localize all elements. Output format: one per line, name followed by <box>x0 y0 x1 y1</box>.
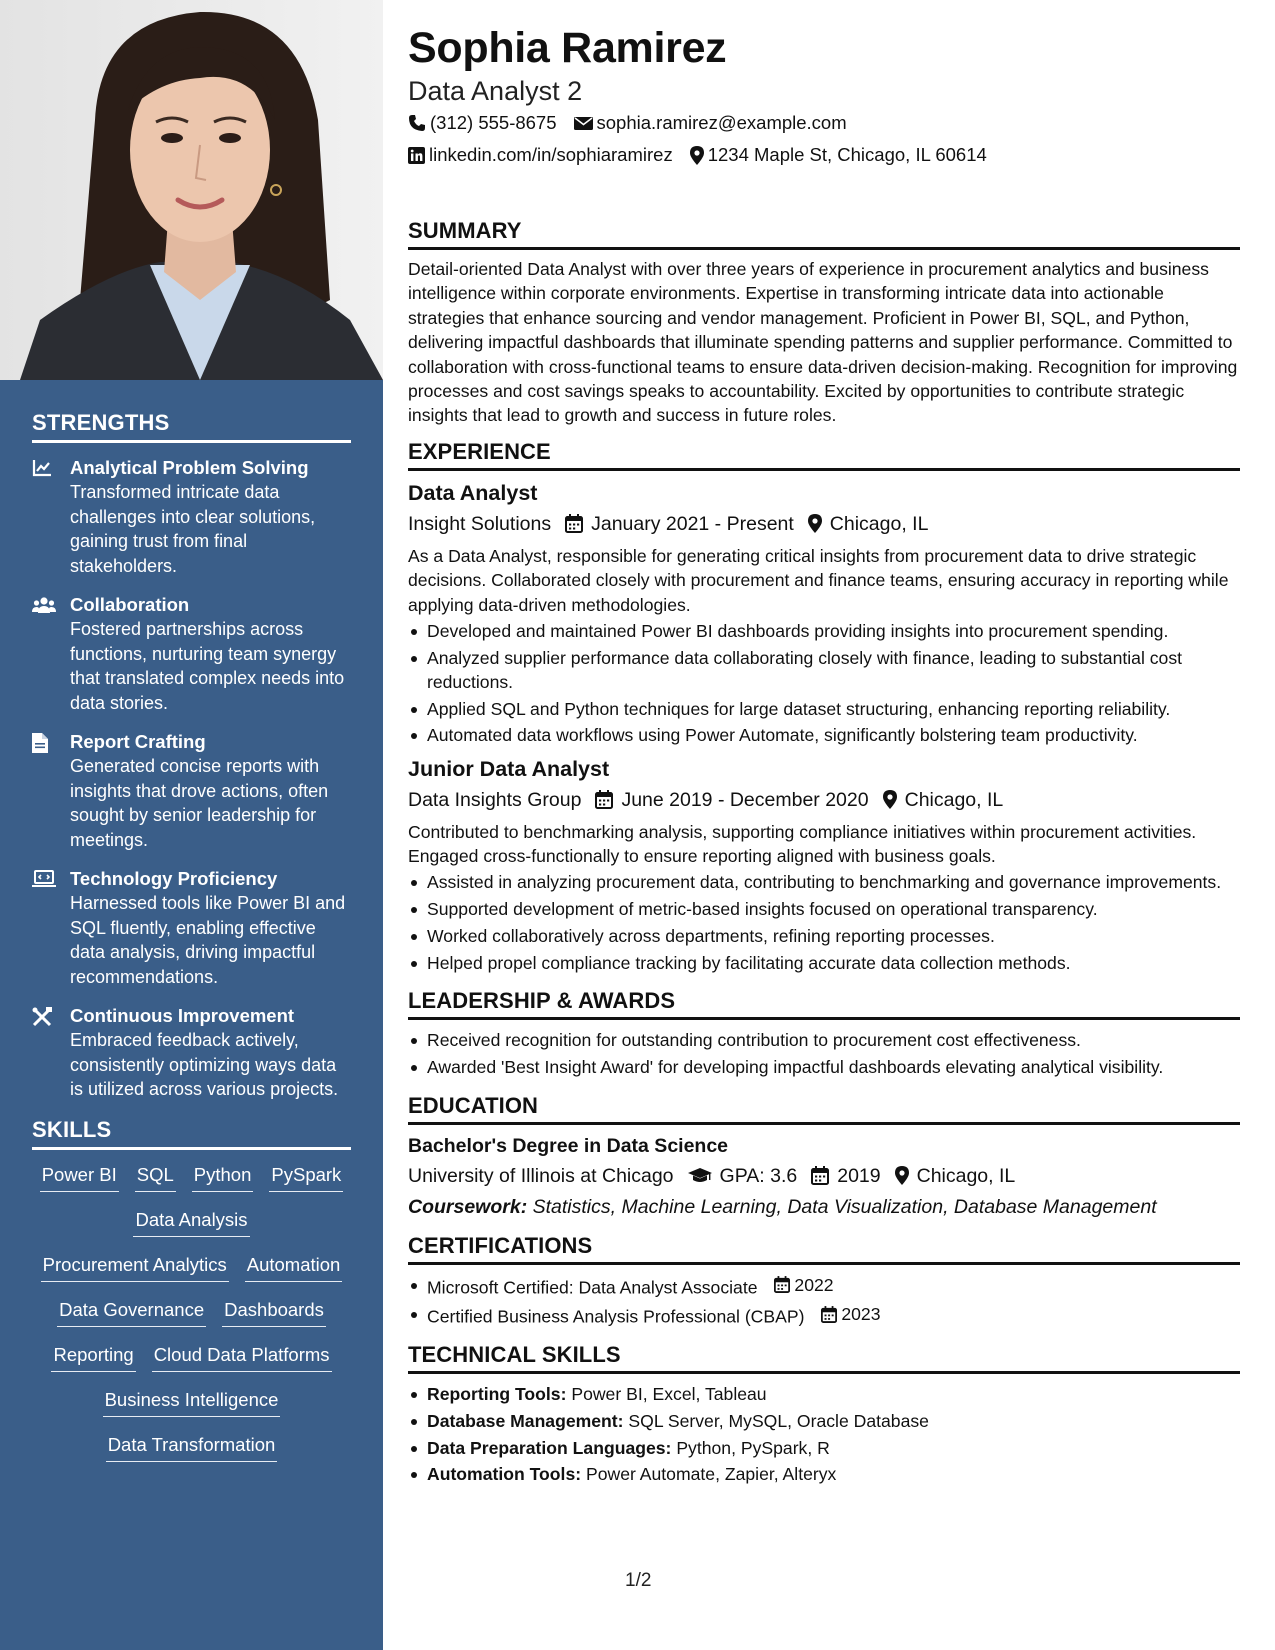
profile-photo <box>0 0 383 380</box>
experience-heading: EXPERIENCE <box>408 439 1240 471</box>
gpa: GPA: 3.6 <box>719 1164 798 1187</box>
award-item: Awarded 'Best Insight Award' for developing impactful dashboards elevating analytical visibility. <box>408 1055 1240 1079</box>
laptop-code-icon <box>32 867 70 989</box>
job-bullet: Assisted in analyzing procurement data, contributing to benchmarking and governance improvements. <box>408 870 1240 894</box>
certification-item <box>408 1273 1240 1300</box>
degree: Bachelor's Degree in Data Science <box>408 1134 729 1157</box>
company-name: Insight Solutions <box>408 512 552 535</box>
education-heading: EDUCATION <box>408 1093 1240 1125</box>
calendar-icon <box>595 790 613 809</box>
technical-skill-label: Reporting Tools: <box>427 1384 567 1405</box>
summary-text: Detail-oriented Data Analyst with over three years of experience in procurement analytics and business intelligence within corporate environments. Expertise in transforming intricate data into actionable strategies that enhance sourcing and vendor management. Proficient in Power BI, SQL, and Python, delivering impactful dashboards that illuminate spending patterns and supplier performance. Committed to collaboration with cross-functional teams to ensure data-driven decision-making. Recognition for improving processes and cost savings speaks to accountability. Excited by opportunities to contribute strategic insights that lead to growth and success in future roles. <box>408 259 1238 426</box>
calendar-icon <box>565 514 583 533</box>
map-marker-icon <box>808 514 822 533</box>
map-marker-icon <box>690 146 704 165</box>
certification-item <box>408 1302 1240 1329</box>
contact-line-1 <box>408 112 864 134</box>
calendar-icon <box>811 1166 829 1185</box>
coursework-label: Coursework: <box>408 1195 528 1218</box>
phone-number[interactable]: (312) 555-8675 <box>430 112 557 133</box>
technical-skill-item <box>408 1409 1240 1433</box>
candidate-name: Sophia Ramirez <box>408 24 727 72</box>
linkedin-link[interactable]: linkedin.com/in/sophiaramirez <box>429 144 673 165</box>
leadership-heading: LEADERSHIP & AWARDS <box>408 988 1240 1020</box>
skill-tag: Business Intelligence <box>103 1387 281 1417</box>
technical-skill-value: Power BI, Excel, Tableau <box>571 1384 767 1405</box>
technical-skill-item <box>408 1436 1240 1460</box>
contact-line-2 <box>408 144 1004 166</box>
file-icon <box>32 730 70 852</box>
map-marker-icon <box>883 790 897 809</box>
job-location: Chicago, IL <box>829 512 929 535</box>
email-link[interactable]: sophia.ramirez@example.com <box>596 112 847 133</box>
coursework <box>408 1192 1240 1222</box>
chart-line-icon <box>32 456 70 578</box>
skill-tag: Data Analysis <box>133 1207 249 1237</box>
strength-title: Report Crafting <box>70 731 206 752</box>
strength-item <box>32 730 351 852</box>
strength-title: Collaboration <box>70 594 190 615</box>
skill-tag: PySpark <box>269 1162 343 1192</box>
strength-item <box>32 867 351 989</box>
skill-tag: Cloud Data Platforms <box>152 1342 332 1372</box>
strength-description: Transformed intricate data challenges into clear solutions, gaining trust from final stakeholders. <box>70 482 316 576</box>
job-bullet: Supported development of metric-based insights focused on operational transparency. <box>408 897 1240 921</box>
school-location: Chicago, IL <box>916 1164 1016 1187</box>
calendar-icon <box>821 1306 837 1323</box>
skill-tag: Reporting <box>51 1342 135 1372</box>
job-title: Data Analyst 2 <box>408 76 583 106</box>
skill-tag: Automation <box>245 1252 343 1282</box>
strength-title: Continuous Improvement <box>70 1005 295 1026</box>
tools-icon <box>32 1004 70 1102</box>
position-title: Junior Data Analyst <box>408 756 610 781</box>
calendar-icon <box>774 1276 790 1293</box>
certification-name: Microsoft Certified: Data Analyst Associate <box>427 1277 758 1298</box>
strength-description: Harnessed tools like Power BI and SQL fluently, enabling effective data analysis, driving impactful recommendations. <box>70 893 346 987</box>
job-entry <box>408 478 1240 748</box>
skills-heading: SKILLS <box>32 1117 351 1150</box>
map-marker-icon <box>895 1166 909 1185</box>
certification-name: Certified Business Analysis Professional (CBAP) <box>427 1306 805 1327</box>
job-dates: January 2021 - Present <box>591 512 794 535</box>
technical-skill-item <box>408 1462 1240 1486</box>
technical-skill-value: SQL Server, MySQL, Oracle Database <box>628 1410 929 1431</box>
skill-tag: Data Governance <box>57 1297 206 1327</box>
certification-year: 2022 <box>794 1274 834 1295</box>
strength-description: Fostered partnerships across functions, nurturing team synergy that translated complex needs into data stories. <box>70 619 345 713</box>
technical-skill-item <box>408 1382 1240 1406</box>
award-item: Received recognition for outstanding contribution to procurement cost effectiveness. <box>408 1028 1240 1052</box>
job-dates: June 2019 - December 2020 <box>621 788 869 811</box>
strength-title: Analytical Problem Solving <box>70 457 309 478</box>
education-meta <box>408 1160 1240 1192</box>
technical-skill-label: Database Management: <box>427 1410 624 1431</box>
job-meta <box>408 508 1240 540</box>
job-meta <box>408 784 1240 816</box>
skill-tag: Dashboards <box>222 1297 326 1327</box>
certification-year: 2023 <box>841 1303 881 1324</box>
skill-tag: Python <box>192 1162 254 1192</box>
coursework-list: Statistics, Machine Learning, Data Visualization, Database Management <box>532 1195 1157 1218</box>
strength-title: Technology Proficiency <box>70 868 278 889</box>
job-entry <box>408 754 1240 975</box>
strength-item <box>32 1004 351 1102</box>
envelope-icon <box>574 116 593 131</box>
position-title: Data Analyst <box>408 480 538 505</box>
job-bullet: Developed and maintained Power BI dashboards providing insights into procurement spending. <box>408 619 1240 643</box>
job-bullet: Helped propel compliance tracking by facilitating accurate data collection methods. <box>408 951 1240 975</box>
sidebar-content <box>32 410 351 1477</box>
technical-skills-heading: TECHNICAL SKILLS <box>408 1342 1240 1374</box>
job-description: As a Data Analyst, responsible for generating critical insights from procurement data to drive strategic decisions. Collaborated closely with procurement and finance teams, ensuring accuracy in reporting while applying data-driven methodologies. <box>408 545 1229 615</box>
technical-skill-label: Automation Tools: <box>427 1464 582 1485</box>
sidebar <box>0 0 383 1650</box>
technical-skill-label: Data Preparation Languages: <box>427 1437 672 1458</box>
strength-item <box>32 593 351 715</box>
strength-description: Embraced feedback actively, consistently optimizing ways data is utilized across various projects. <box>70 1030 339 1099</box>
strength-item <box>32 456 351 578</box>
users-icon <box>32 593 70 715</box>
skill-tag: Data Transformation <box>106 1432 278 1462</box>
linkedin-icon <box>408 147 425 164</box>
phone-icon <box>408 114 426 132</box>
certifications-heading: CERTIFICATIONS <box>408 1233 1240 1265</box>
summary-heading: SUMMARY <box>408 218 1240 250</box>
address: 1234 Maple St, Chicago, IL 60614 <box>707 144 987 165</box>
skill-tag: Power BI <box>40 1162 119 1192</box>
page-number: 1/2 <box>625 1570 652 1591</box>
job-bullet: Worked collaboratively across departments, refining reporting processes. <box>408 924 1240 948</box>
job-location: Chicago, IL <box>904 788 1004 811</box>
job-bullet: Applied SQL and Python techniques for large dataset structuring, enhancing reporting reliability. <box>408 697 1240 721</box>
technical-skill-value: Power Automate, Zapier, Alteryx <box>585 1464 837 1485</box>
job-bullet: Analyzed supplier performance data collaborating closely with finance, leading to substantial cost reductions. <box>408 646 1240 694</box>
job-bullet: Automated data workflows using Power Automate, significantly bolstering team productivity. <box>408 723 1240 747</box>
company-name: Data Insights Group <box>408 788 582 811</box>
skill-tag: SQL <box>135 1162 176 1192</box>
skill-tag: Procurement Analytics <box>41 1252 229 1282</box>
strength-description: Generated concise reports with insights that drove actions, often sought by senior leadership for meetings. <box>70 756 329 850</box>
school-name: University of Illinois at Chicago <box>408 1164 674 1187</box>
technical-skill-value: Python, PySpark, R <box>676 1437 830 1458</box>
job-description: Contributed to benchmarking analysis, supporting compliance initiatives within procurement activities. Engaged cross-functionally to ensure reporting aligned with business goals. <box>408 821 1197 866</box>
graduation-year: 2019 <box>837 1164 881 1187</box>
graduation-cap-icon <box>688 1167 712 1184</box>
strengths-heading: STRENGTHS <box>32 410 351 443</box>
